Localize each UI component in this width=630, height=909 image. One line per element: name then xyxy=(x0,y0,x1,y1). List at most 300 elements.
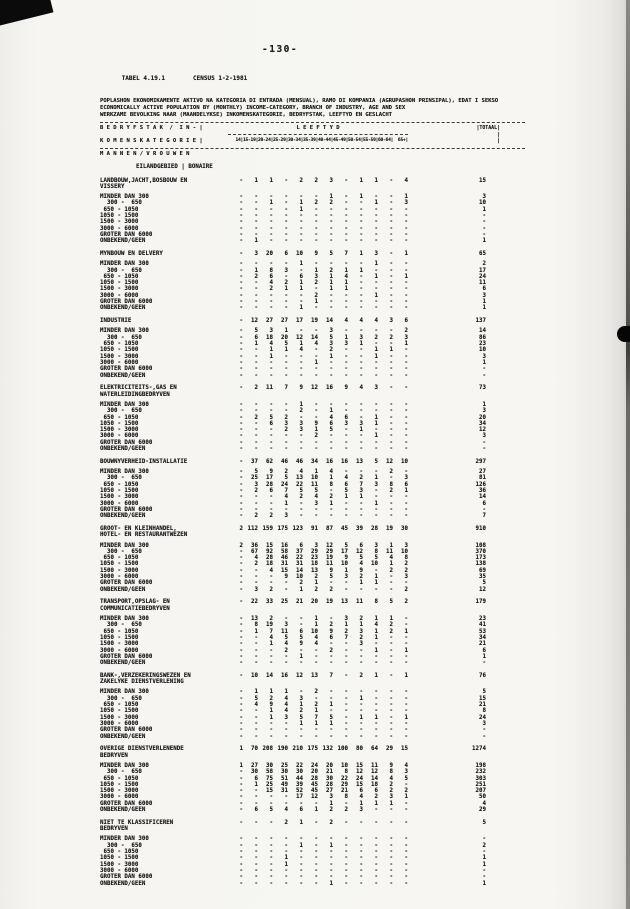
row-label: 1050 - 1500 xyxy=(100,781,139,788)
value-cell: - xyxy=(239,328,243,335)
total-cell: 35 xyxy=(479,574,486,581)
value-cell: - xyxy=(299,231,303,238)
value-cell: - xyxy=(239,305,243,312)
value-cell: 1 xyxy=(374,634,378,641)
value-cell: - xyxy=(359,347,363,354)
row-label: 300 - 650 xyxy=(100,842,142,849)
value-cell: - xyxy=(374,567,378,574)
age-column-header: 35-39| xyxy=(303,138,319,143)
value-cell: - xyxy=(239,359,243,366)
value-cell: - xyxy=(374,439,378,446)
value-cell: - xyxy=(404,469,408,476)
value-cell: 25 xyxy=(281,762,288,769)
row-label: INDUSTRIE xyxy=(100,318,132,325)
value-cell: - xyxy=(404,616,408,623)
value-cell: - xyxy=(374,299,378,306)
value-cell: - xyxy=(239,580,243,587)
value-cell: 2 xyxy=(254,273,258,280)
value-cell: - xyxy=(389,341,393,348)
value-cell: - xyxy=(344,513,348,520)
total-cell: 1 xyxy=(482,305,486,312)
value-cell: - xyxy=(239,458,243,465)
value-cell: 23 xyxy=(311,555,318,562)
value-cell: - xyxy=(299,800,303,807)
value-cell: 1 xyxy=(404,487,408,494)
value-cell: - xyxy=(389,433,393,440)
total-cell: 1 xyxy=(482,880,486,887)
value-cell: - xyxy=(404,372,408,379)
value-cell: - xyxy=(239,733,243,740)
value-cell: - xyxy=(329,372,333,379)
value-cell: 1 xyxy=(329,720,333,727)
value-cell: - xyxy=(284,273,288,280)
value-cell: - xyxy=(329,212,333,219)
value-cell: - xyxy=(389,580,393,587)
value-cell: - xyxy=(254,219,258,226)
value-cell: 1 xyxy=(374,414,378,421)
value-cell: - xyxy=(299,212,303,219)
value-cell: 4 xyxy=(359,561,363,568)
value-cell: - xyxy=(344,733,348,740)
value-cell: - xyxy=(329,506,333,513)
value-cell: 4 xyxy=(284,702,288,709)
value-cell: 2 xyxy=(299,580,303,587)
industry-section xyxy=(100,526,525,593)
value-cell: 4 xyxy=(404,762,408,769)
value-cell: - xyxy=(374,366,378,373)
value-cell: - xyxy=(239,385,243,392)
row-label: 3000 - 6000 xyxy=(100,500,139,507)
row-label: 1500 - 3000 xyxy=(100,427,139,434)
value-cell: - xyxy=(329,359,333,366)
value-cell: 15 xyxy=(266,788,273,795)
value-cell: - xyxy=(404,206,408,213)
row-label: ONBEKEND/GEEN xyxy=(100,807,146,814)
value-cell: 2 xyxy=(404,561,408,568)
value-cell: 11 xyxy=(371,762,378,769)
value-cell: 2 xyxy=(344,628,348,635)
value-cell: 100 xyxy=(337,746,348,753)
value-cell: - xyxy=(374,586,378,593)
value-cell: - xyxy=(329,653,333,660)
value-cell: 1 xyxy=(314,299,318,306)
value-cell: 18 xyxy=(371,781,378,788)
value-cell: - xyxy=(389,408,393,415)
total-cell: 21 xyxy=(479,641,486,648)
total-cell: 1 xyxy=(482,861,486,868)
age-column-header: 45-49| xyxy=(333,138,349,143)
value-cell: - xyxy=(284,506,288,513)
value-cell: - xyxy=(254,653,258,660)
value-cell: - xyxy=(389,647,393,654)
value-cell: - xyxy=(389,225,393,232)
value-cell: - xyxy=(374,206,378,213)
value-cell: 1 xyxy=(329,353,333,360)
total-cell: 108 xyxy=(475,542,486,549)
value-cell: - xyxy=(344,720,348,727)
value-cell: 2 xyxy=(329,586,333,593)
value-cell: - xyxy=(239,401,243,408)
value-cell: - xyxy=(389,861,393,868)
section-name-continued xyxy=(100,753,525,759)
value-cell: - xyxy=(344,292,348,299)
value-cell: - xyxy=(404,641,408,648)
value-cell: 1 xyxy=(284,328,288,335)
value-cell: - xyxy=(269,238,273,245)
value-cell: - xyxy=(284,194,288,201)
value-cell: - xyxy=(239,286,243,293)
value-cell: - xyxy=(359,660,363,667)
value-cell: - xyxy=(389,807,393,814)
value-cell: 1 xyxy=(359,341,363,348)
row-label: 300 - 650 xyxy=(100,695,142,702)
value-cell: 9 xyxy=(314,250,318,257)
industry-section xyxy=(100,318,525,379)
value-cell: - xyxy=(329,206,333,213)
value-cell: - xyxy=(314,653,318,660)
section-name-continued xyxy=(100,679,525,685)
value-cell: - xyxy=(404,280,408,287)
value-cell: - xyxy=(314,353,318,360)
value-cell: 2 xyxy=(314,280,318,287)
value-cell: 30 xyxy=(251,769,258,776)
value-cell: - xyxy=(239,586,243,593)
value-cell: - xyxy=(299,433,303,440)
total-cell: 69 xyxy=(479,567,486,574)
value-cell: - xyxy=(404,836,408,843)
row-label: ONBEKEND/GEEN xyxy=(100,305,146,312)
value-cell: - xyxy=(389,714,393,721)
value-cell: - xyxy=(314,861,318,868)
value-cell: 2 xyxy=(239,542,243,549)
total-cell: - xyxy=(482,231,486,238)
region-label: EILANDGEBIED | BONAIRE xyxy=(136,163,213,170)
total-cell: 20 xyxy=(479,414,486,421)
row-label: 650 - 1050 xyxy=(100,414,139,421)
value-cell: 5 xyxy=(284,341,288,348)
value-cell: - xyxy=(344,819,348,826)
value-cell: - xyxy=(329,219,333,226)
value-cell: - xyxy=(329,439,333,446)
value-cell: 1 xyxy=(374,420,378,427)
value-cell: 15 xyxy=(266,542,273,549)
value-cell: 1 xyxy=(299,261,303,268)
value-cell: - xyxy=(299,513,303,520)
value-cell: - xyxy=(389,855,393,862)
section-total-row xyxy=(100,318,525,324)
value-cell: - xyxy=(239,653,243,660)
row-label: 1500 - 3000 xyxy=(100,788,139,795)
value-cell: - xyxy=(344,231,348,238)
value-cell: 46 xyxy=(281,555,288,562)
value-cell: - xyxy=(299,689,303,696)
value-cell: 2 xyxy=(284,414,288,421)
value-cell: 1 xyxy=(329,800,333,807)
row-label: 1500 - 3000 xyxy=(100,641,139,648)
value-cell: - xyxy=(254,842,258,849)
value-cell: 2 xyxy=(284,647,288,654)
value-cell: - xyxy=(344,177,348,184)
value-cell: - xyxy=(299,238,303,245)
value-cell: - xyxy=(239,689,243,696)
value-cell: 4 xyxy=(284,695,288,702)
value-cell: 1 xyxy=(284,855,288,862)
total-cell: 2 xyxy=(482,842,486,849)
value-cell: - xyxy=(359,842,363,849)
value-cell: - xyxy=(359,702,363,709)
value-cell: - xyxy=(344,427,348,434)
value-cell: 1 xyxy=(344,286,348,293)
value-cell: 3 xyxy=(284,714,288,721)
value-cell: - xyxy=(239,855,243,862)
value-cell: 10 xyxy=(311,628,318,635)
sex-label: M A N N E N / V R O U W E N xyxy=(100,150,190,157)
industry-section xyxy=(100,820,525,887)
value-cell: 5 xyxy=(314,487,318,494)
value-cell: 3 xyxy=(254,481,258,488)
value-cell: 17 xyxy=(266,475,273,482)
value-cell: - xyxy=(329,580,333,587)
row-label: ONBEKEND/GEEN xyxy=(100,238,146,245)
value-cell: 6 xyxy=(269,273,273,280)
value-cell: 10 xyxy=(296,574,303,581)
income-row xyxy=(100,807,525,813)
value-cell: 1 xyxy=(314,616,318,623)
value-cell: - xyxy=(359,401,363,408)
value-cell: - xyxy=(299,622,303,629)
value-cell: - xyxy=(239,318,243,325)
value-cell: 5 xyxy=(284,475,288,482)
value-cell: 6 xyxy=(299,628,303,635)
value-cell: 2 xyxy=(254,385,258,392)
dashed-rule-under-header xyxy=(100,148,525,149)
value-cell: 2 xyxy=(299,494,303,501)
value-cell: - xyxy=(239,672,243,679)
value-cell: - xyxy=(269,794,273,801)
value-cell: 4 xyxy=(269,567,273,574)
total-cell: 86 xyxy=(479,334,486,341)
value-cell: - xyxy=(254,720,258,727)
value-cell: - xyxy=(284,225,288,232)
value-cell: - xyxy=(239,469,243,476)
value-cell: 3 xyxy=(284,267,288,274)
value-cell: - xyxy=(299,836,303,843)
value-cell: - xyxy=(359,299,363,306)
value-cell: - xyxy=(239,819,243,826)
row-label: GROTER DAN 6000 xyxy=(100,299,153,306)
value-cell: 1 xyxy=(299,586,303,593)
value-cell: 15 xyxy=(356,762,363,769)
value-cell: 5 xyxy=(329,334,333,341)
value-cell: - xyxy=(389,641,393,648)
value-cell: 1 xyxy=(299,401,303,408)
value-cell: - xyxy=(239,200,243,207)
value-cell: - xyxy=(254,714,258,721)
value-cell: 1 xyxy=(344,267,348,274)
row-label: MINDER DAN 300 xyxy=(100,469,149,476)
row-label: 1050 - 1500 xyxy=(100,487,139,494)
value-cell: 1 xyxy=(389,561,393,568)
value-cell: - xyxy=(269,727,273,734)
value-cell: - xyxy=(314,219,318,226)
value-cell: 1 xyxy=(299,720,303,727)
value-cell: 4 xyxy=(389,775,393,782)
value-cell: - xyxy=(254,212,258,219)
total-cell: 12 xyxy=(479,427,486,434)
value-cell: 3 xyxy=(359,334,363,341)
total-cell: 370 xyxy=(475,548,486,555)
value-cell: - xyxy=(404,855,408,862)
value-cell: - xyxy=(389,305,393,312)
section-total-row xyxy=(100,459,525,465)
value-cell: 80 xyxy=(356,746,363,753)
value-cell: - xyxy=(374,855,378,862)
value-cell: 2 xyxy=(254,513,258,520)
value-cell: - xyxy=(239,238,243,245)
value-cell: 27 xyxy=(281,318,288,325)
value-cell: - xyxy=(389,420,393,427)
row-label: ONBEKEND/GEEN xyxy=(100,372,146,379)
value-cell: 6 xyxy=(374,788,378,795)
value-cell: - xyxy=(254,867,258,874)
total-cell: 303 xyxy=(475,775,486,782)
value-cell: 1 xyxy=(404,714,408,721)
value-cell: - xyxy=(374,720,378,727)
value-cell: 22 xyxy=(296,555,303,562)
value-cell: - xyxy=(359,231,363,238)
value-cell: - xyxy=(299,359,303,366)
value-cell: - xyxy=(344,225,348,232)
value-cell: - xyxy=(329,401,333,408)
age-column-header: 60-64| xyxy=(378,138,394,143)
value-cell: 2 xyxy=(314,574,318,581)
value-cell: - xyxy=(254,445,258,452)
industry-section xyxy=(100,178,525,245)
value-cell: 11 xyxy=(326,561,333,568)
row-label: MINDER DAN 300 xyxy=(100,836,149,843)
value-cell: 5 xyxy=(344,542,348,549)
value-cell: - xyxy=(344,660,348,667)
total-cell: 3 xyxy=(482,292,486,299)
value-cell: 31 xyxy=(281,561,288,568)
value-cell: - xyxy=(299,647,303,654)
value-cell: - xyxy=(239,727,243,734)
value-cell: 9 xyxy=(344,385,348,392)
row-label: 1050 - 1500 xyxy=(100,347,139,354)
value-cell: - xyxy=(254,574,258,581)
value-cell: - xyxy=(344,200,348,207)
income-row xyxy=(100,373,525,379)
value-cell: - xyxy=(389,177,393,184)
row-label: 300 - 650 xyxy=(100,548,142,555)
total-cell: 8 xyxy=(482,708,486,715)
value-cell: 45 xyxy=(311,781,318,788)
value-cell: 5 xyxy=(299,487,303,494)
row-label: 1050 - 1500 xyxy=(100,708,139,715)
value-cell: 1 xyxy=(404,628,408,635)
age-column-header: 40-44| xyxy=(318,138,334,143)
value-cell: - xyxy=(239,842,243,849)
row-label: MINDER DAN 300 xyxy=(100,401,149,408)
value-cell: 11 xyxy=(311,481,318,488)
value-cell: - xyxy=(239,219,243,226)
value-cell: - xyxy=(404,445,408,452)
value-cell: - xyxy=(374,469,378,476)
total-cell: 2 xyxy=(482,261,486,268)
value-cell: - xyxy=(299,727,303,734)
industry-section xyxy=(100,599,525,666)
value-cell: 2 xyxy=(404,599,408,606)
total-cell: 3 xyxy=(482,194,486,201)
value-cell: - xyxy=(239,408,243,415)
value-cell: 1 xyxy=(374,273,378,280)
value-cell: 12 xyxy=(356,769,363,776)
value-cell: 132 xyxy=(322,746,333,753)
value-cell: 11 xyxy=(386,548,393,555)
row-label: 650 - 1050 xyxy=(100,775,139,782)
value-cell: 5 xyxy=(284,634,288,641)
value-cell: 29 xyxy=(311,548,318,555)
value-cell: 22 xyxy=(251,599,258,606)
value-cell: 12 xyxy=(356,548,363,555)
value-cell: - xyxy=(254,819,258,826)
value-cell: 16 xyxy=(281,542,288,549)
value-cell: 13 xyxy=(341,599,348,606)
value-cell: - xyxy=(344,836,348,843)
value-cell: - xyxy=(284,849,288,856)
value-cell: 13 xyxy=(251,616,258,623)
value-cell: 3 xyxy=(404,542,408,549)
value-cell: - xyxy=(269,653,273,660)
value-cell: 4 xyxy=(284,708,288,715)
value-cell: 6 xyxy=(254,775,258,782)
value-cell: - xyxy=(404,353,408,360)
value-cell: - xyxy=(239,420,243,427)
value-cell: 6 xyxy=(329,634,333,641)
value-cell: 19 xyxy=(311,318,318,325)
value-cell: - xyxy=(389,200,393,207)
value-cell: 1 xyxy=(404,250,408,257)
value-cell: - xyxy=(269,855,273,862)
row-label: 1500 - 3000 xyxy=(100,286,139,293)
value-cell: 20 xyxy=(311,599,318,606)
value-cell: 7 xyxy=(344,250,348,257)
value-cell: - xyxy=(239,280,243,287)
value-cell: 30 xyxy=(326,775,333,782)
value-cell: - xyxy=(299,328,303,335)
value-cell: 4 xyxy=(389,555,393,562)
value-cell: 1 xyxy=(389,800,393,807)
value-cell: 3 xyxy=(329,328,333,335)
value-cell: - xyxy=(239,769,243,776)
value-cell: - xyxy=(344,727,348,734)
value-cell: 1 xyxy=(359,714,363,721)
value-cell: 1 xyxy=(254,628,258,635)
value-cell: - xyxy=(239,647,243,654)
value-cell: - xyxy=(329,261,333,268)
value-cell: - xyxy=(284,372,288,379)
value-cell: 2 xyxy=(314,586,318,593)
value-cell: 6 xyxy=(344,414,348,421)
value-cell: - xyxy=(344,842,348,849)
value-cell: 20 xyxy=(311,769,318,776)
value-cell: - xyxy=(269,212,273,219)
value-cell: - xyxy=(329,874,333,881)
value-cell: 2 xyxy=(389,334,393,341)
total-cell: - xyxy=(482,836,486,843)
value-cell: - xyxy=(254,800,258,807)
value-cell: - xyxy=(374,660,378,667)
